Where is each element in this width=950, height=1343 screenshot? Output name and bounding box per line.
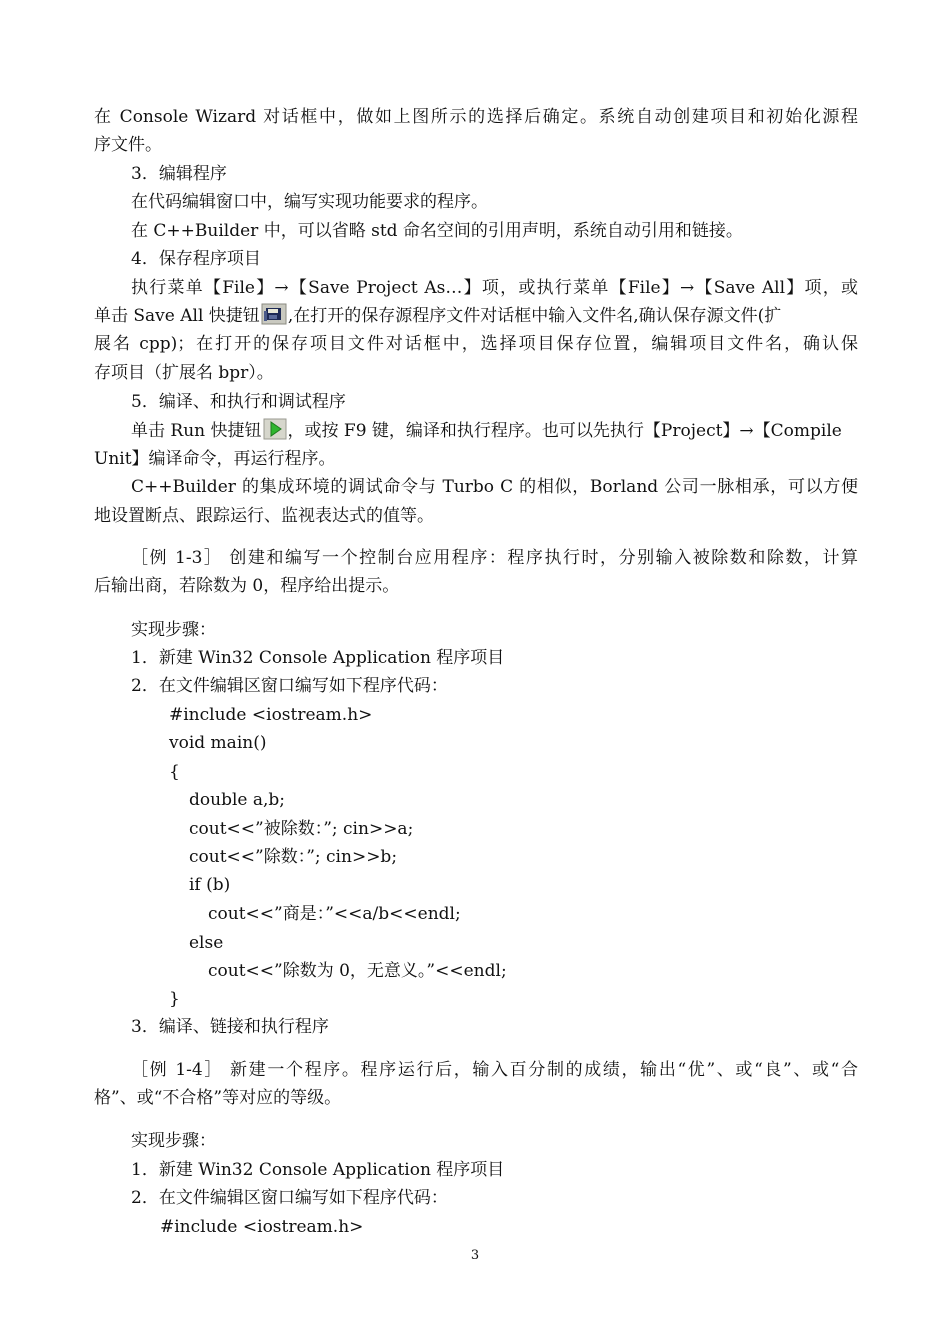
- step-item: 1．新建 Win32 Console Application 程序项目: [131, 648, 505, 668]
- steps-heading: 实现步骤：: [131, 620, 216, 640]
- paragraph-line: 在 C++Builder 中，可以省略 std 命名空间的引用声明，系统自动引用和链接。: [131, 221, 743, 241]
- code-line: double a,b;: [189, 790, 285, 810]
- code-line: {: [169, 762, 180, 782]
- paragraph-line: 序文件。: [94, 135, 162, 155]
- paragraph-text: 单击 Save All 快捷钮: [94, 306, 260, 326]
- section-heading: 4．保存程序项目: [131, 249, 261, 269]
- section-heading: 5．编译、和执行和调试程序: [131, 392, 346, 412]
- paragraph-line: 执行菜单【File】→【Save Project As…】项，或执行菜单【File】→【Save All】项，或: [131, 278, 858, 298]
- code-line: void main(): [169, 733, 267, 753]
- code-line: #include <iostream.h>: [169, 705, 373, 725]
- step-item: 1．新建 Win32 Console Application 程序项目: [131, 1160, 505, 1180]
- code-line: #include <iostream.h>: [160, 1217, 364, 1237]
- page-number: 3: [470, 1248, 480, 1263]
- section-heading: 3．编辑程序: [131, 164, 227, 184]
- example-title: ［例 1-4］ 新建一个程序。程序运行后，输入百分制的成绩，输出“优”、或“良”、或“合: [131, 1060, 858, 1080]
- code-line: if (b): [189, 875, 231, 895]
- code-line: cout<<”被除数：”; cin>>a;: [189, 819, 414, 839]
- paragraph-text: ,在打开的保存源程序文件对话框中输入文件名,确认保存源文件(扩: [287, 306, 782, 326]
- step-item: 3．编译、链接和执行程序: [131, 1017, 329, 1037]
- steps-heading: 实现步骤：: [131, 1131, 216, 1151]
- paragraph-line: 存项目（扩展名 bpr）。: [94, 363, 274, 383]
- paragraph-line: 在 Console Wizard 对话框中，做如上图所示的选择后确定。系统自动创建项目和初始化源程: [94, 107, 858, 127]
- paragraph-line: 展名 cpp)；在打开的保存项目文件对话框中，选择项目保存位置，编辑项目文件名，确认保: [94, 334, 858, 354]
- paragraph-text: 单击 Run 快捷钮: [131, 421, 262, 441]
- code-line: cout<<”商是：”<<a/b<<endl;: [208, 904, 461, 924]
- code-line: }: [169, 989, 180, 1009]
- paragraph-line: C++Builder 的集成环境的调试命令与 Turbo C 的相似，Borland 公司一脉相承，可以方便: [131, 477, 858, 497]
- paragraph-text: ，或按 F9 键，编译和执行程序。也可以先执行【Project】→【Compile: [287, 421, 842, 441]
- code-line: cout<<”除数：”; cin>>b;: [189, 847, 398, 867]
- code-line: cout<<”除数为 0，无意义。”<<endl;: [208, 961, 507, 981]
- paragraph-line: 后输出商，若除数为 0，程序给出提示。: [94, 576, 400, 596]
- step-item: 2．在文件编辑区窗口编写如下程序代码：: [131, 676, 448, 696]
- code-line: else: [189, 933, 224, 953]
- paragraph-line: 格”、或“不合格”等对应的等级。: [94, 1088, 342, 1108]
- step-item: 2．在文件编辑区窗口编写如下程序代码：: [131, 1188, 448, 1208]
- paragraph-line: Unit】编译命令，再运行程序。: [94, 449, 336, 469]
- paragraph-line: 在代码编辑窗口中，编写实现功能要求的程序。: [131, 192, 488, 212]
- paragraph-line: 地设置断点、跟踪运行、监视表达式的值等。: [94, 506, 434, 526]
- example-title: ［例 1-3］ 创建和编写一个控制台应用程序：程序执行时，分别输入被除数和除数，计算: [131, 548, 858, 568]
